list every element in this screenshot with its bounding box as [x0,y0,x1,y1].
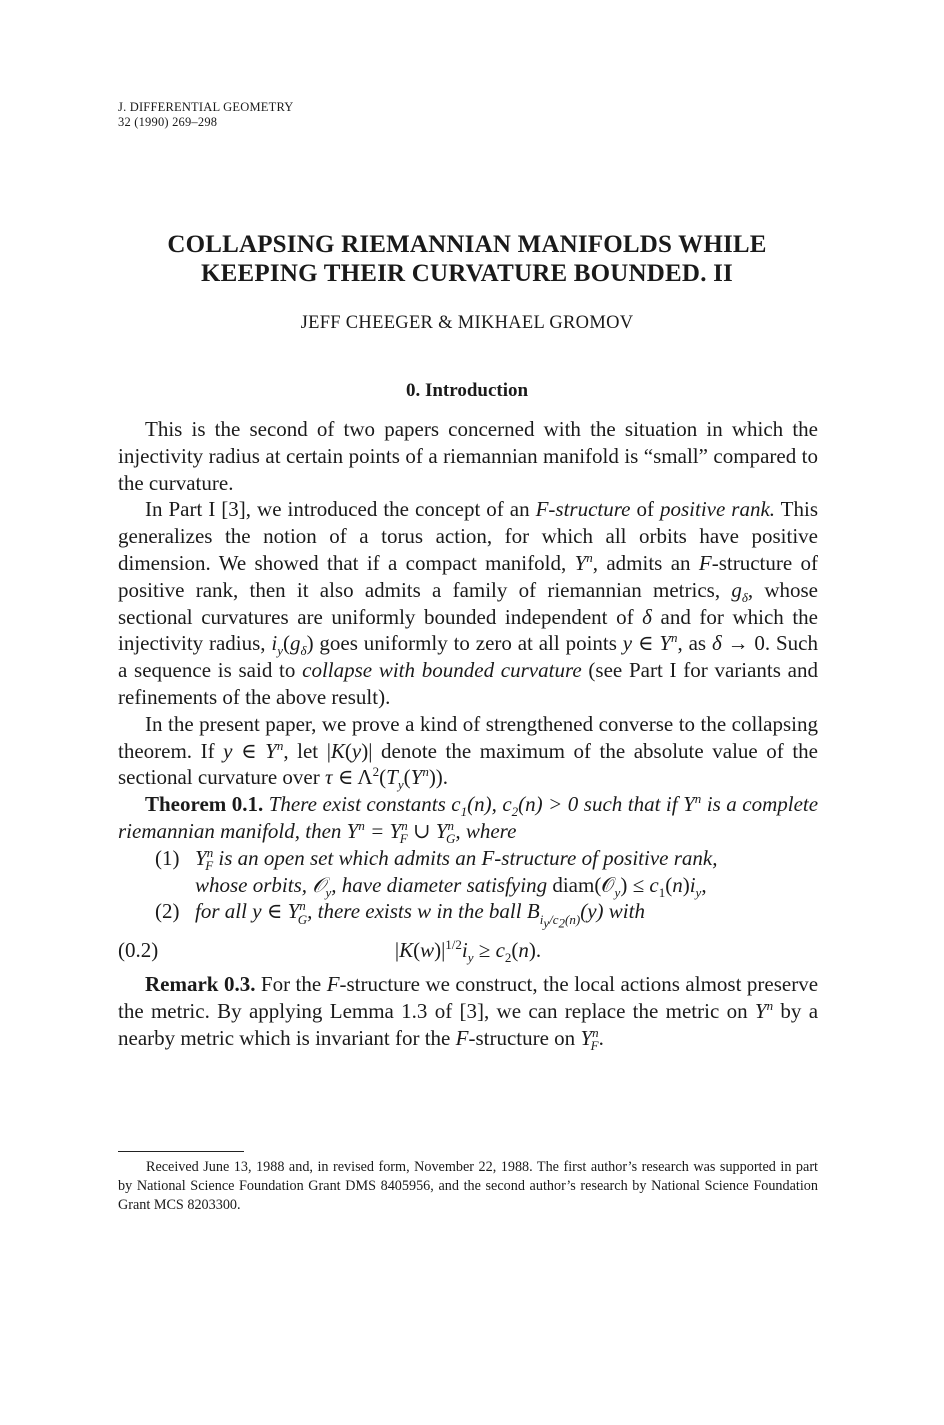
journal-citation: 32 (1990) 269–298 [118,115,218,129]
paper-title [100,230,834,288]
theorem-item-1: (1) $Y^n_F$ is an open set which admits an F-structure of positive rank, whose orbits, 𝒪$_y$, have diameter satisfying diam(𝒪$_y$) ≤ $c_1(n)i_y$, [155,844,718,900]
journal-header [118,100,294,130]
authors: JEFF CHEEGER & MIKHAEL GROMOV [300,313,634,333]
footnote [118,1158,818,1215]
remark-label: Remark 0.3. [145,972,256,997]
section-heading: 0. Introduction [405,380,529,401]
theorem-item-2: (2) for all y ∈ $Y^n_G$, there exists w in the ball $B_{i_y/c_2(n)}(y)$ with [155,898,645,931]
theorem-0-1: Theorem 0.1. There exist constants $c_1(n)$, $c_2(n) > 0$ such that if $Y^n$ is a complete riemannian manifold, then $Y^n = Y^n_F$ ∪ $Y^n_G$, where [118,791,819,847]
footnote-text: Received June 13, 1988 and, in revised form, November 22, 1988. The first author’s research was supported in part by National Science Foundation Grant DMS 8405956, and the second author’s research by National Science Foundation Grant MCS 8203300. [118,1159,818,1213]
footnote-divider [118,1151,244,1152]
title-line-1: COLLAPSING RIEMANNIAN MANIFOLDS WHILE [167,231,767,258]
paragraph-3: In the present paper, we prove a kind of strengthened converse to the collapsing theorem. If y ∈ $Y^n$, let |K(y)| denote the maximum of the absolute value of the sectional curvature over τ ∈ $\Lambda^2(T_y(Y^n))$. [118,711,819,793]
paragraph-2: In Part I [3], we introduced the concept of an F-structure of positive rank. This generalizes the notion of a torus action, for which all orbits have positive dimension. We showed that if a compact manifold, $Y^n$, admits an F-structure of positive rank, then it also admits a family of riemannian metrics, $g_\delta$, whose sectional curvatures are uniformly bounded independent of δ and for which the injectivity radius, $i_y(g_\delta)$ goes uniformly to zero at all points y ∈ $Y^n$, as δ → 0. Such a sequence is said to collapse with bounded curvature (see Part I for variants and refinements of the above result). [118,497,819,709]
paragraph-1: This is the second of two papers concerned with the situation in which the injectivity radius at certain points of a riemannian manifold is “small” compared to the curvature. [118,417,818,495]
theorem-label: Theorem 0.1. [145,792,264,817]
equation-label: (0.2) [118,938,159,963]
equation-0-2 [118,929,818,971]
remark-0-3: Remark 0.3. For the F-structure we construct, the local actions almost preserve the metric. By applying Lemma 1.3 of [3], we can replace the metric on $Y^n$ by a nearby metric which is invariant for the F-structure on $Y^n_F$. [118,972,819,1053]
journal-name: J. DIFFERENTIAL GEOMETRY [118,100,294,114]
title-line-2: KEEPING THEIR CURVATURE BOUNDED. II [201,260,733,287]
body-text [118,416,818,1052]
equation-body: $|K(w)|^{1/2}i_y \ge c_2(n)$. [394,937,542,966]
